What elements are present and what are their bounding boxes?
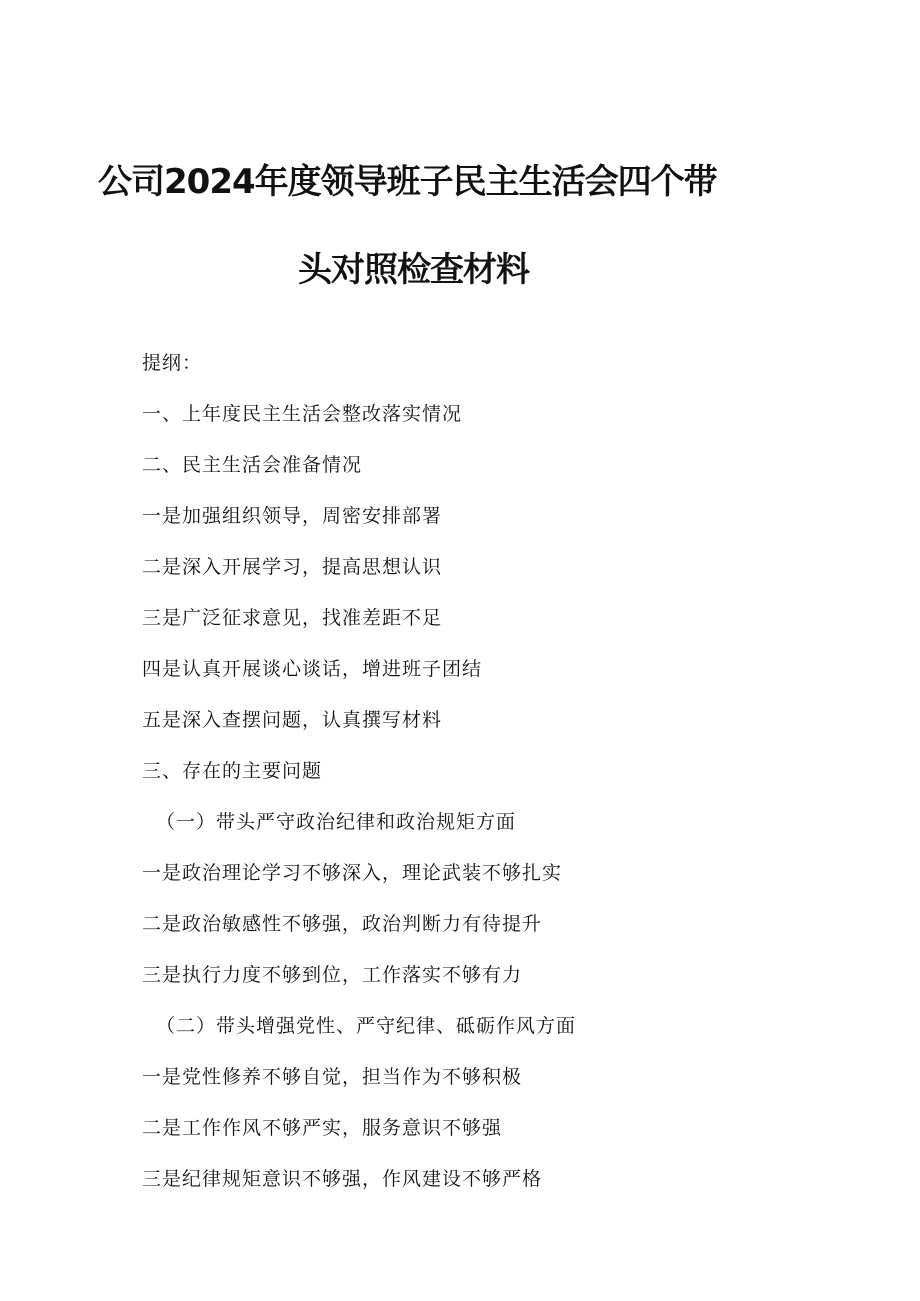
outline-item: 三是广泛征求意见，找准差距不足	[142, 607, 443, 629]
outline-item: 二是深入开展学习，提高思想认识	[142, 556, 443, 578]
outline-item: 二是政治敏感性不够强，政治判断力有待提升	[142, 913, 543, 935]
document-title-line-1: 公司2024年度领导班子民主生活会四个带	[98, 162, 717, 202]
outline-subheading: （二）带头增强党性、严守纪律、砥砺作风方面	[156, 1015, 577, 1037]
outline-item: 提纲：	[142, 352, 203, 374]
outline-list	[142, 338, 842, 1205]
outline-item: 一、上年度民主生活会整改落实情况	[142, 403, 463, 425]
outline-item: 一是加强组织领导，周密安排部署	[142, 505, 443, 527]
outline-item: 二是工作作风不够严实，服务意识不够强	[142, 1117, 503, 1139]
document-title-line-2: 头对照检查材料	[298, 250, 529, 290]
outline-item: 三、存在的主要问题	[142, 760, 323, 782]
outline-item: 四是认真开展谈心谈话，增进班子团结	[142, 658, 483, 680]
outline-item: 一是政治理论学习不够深入，理论武装不够扎实	[142, 862, 563, 884]
outline-item: 三是纪律规矩意识不够强，作风建设不够严格	[142, 1168, 543, 1190]
outline-subheading: （一）带头严守政治纪律和政治规矩方面	[156, 811, 517, 833]
outline-item: 三是执行力度不够到位，工作落实不够有力	[142, 964, 523, 986]
outline-item: 二、民主生活会准备情况	[142, 454, 363, 476]
outline-item: 五是深入查摆问题，认真撰写材料	[142, 709, 443, 731]
outline-item: 一是党性修养不够自觉，担当作为不够积极	[142, 1066, 523, 1088]
